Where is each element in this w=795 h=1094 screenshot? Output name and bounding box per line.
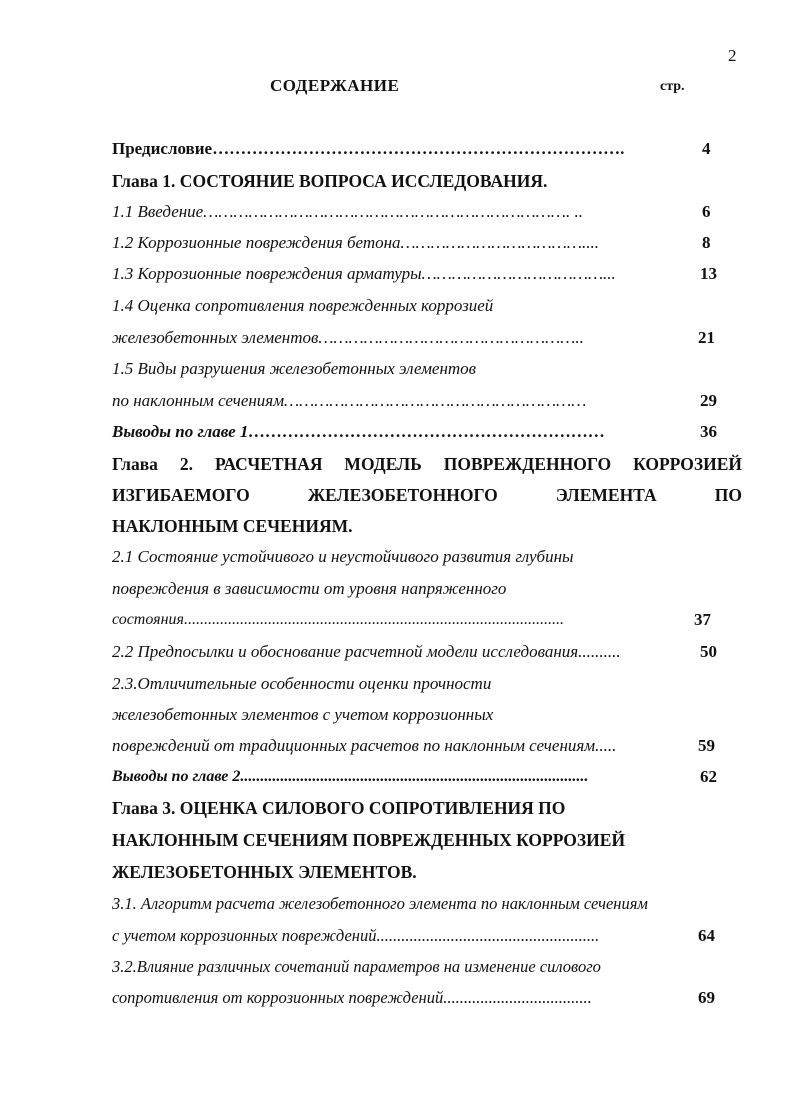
toc-entry-1-5-line1: 1.5 Виды разрушения железобетонных элементов <box>112 359 477 378</box>
page-column-label: стр. <box>660 79 685 94</box>
page-number: 2 <box>728 46 737 65</box>
toc-entry-2-1-line2: повреждения в зависимости от уровня напряженного <box>112 579 507 598</box>
toc-page-1-1: 6 <box>702 202 711 221</box>
toc-entry-preface: Предисловие………………………………………………………………. <box>112 139 625 158</box>
ch2-word: ЖЕЛЕЗОБЕТОННОГО <box>307 485 498 505</box>
ch2-word: Глава <box>112 454 158 474</box>
toc-page-conclusions-1: 36 <box>700 422 717 441</box>
toc-entry-2-1-line3: состояния............................................................................................... <box>112 611 564 628</box>
toc-entry-1-4-line1: 1.4 Оценка сопротивления поврежденных коррозией <box>112 296 494 315</box>
toc-entry-1-5-line2: по наклонным сечениям…………………………………………………… <box>112 391 587 410</box>
toc-entry-3-1-line1: 3.1. Алгоритм расчета железобетонного элемента по наклонным сечениям <box>112 894 648 913</box>
toc-page-1-5: 29 <box>700 391 717 410</box>
toc-page-conclusions-2: 62 <box>700 767 717 786</box>
toc-entry-1-1: 1.1 Введение………………………………………………………………. .. <box>112 202 583 221</box>
toc-entry-1-4-line2: железобетонных элементов…………………………………………….. <box>112 328 584 347</box>
toc-page-2-2: 50 <box>700 642 717 661</box>
toc-chapter-2-heading-line1 <box>112 454 742 474</box>
toc-entry-conclusions-2: Выводы по главе 2....................................................................................... <box>112 768 589 785</box>
toc-entry-2-3-line3: повреждений от традиционных расчетов по наклонным сечениям..... <box>112 736 617 755</box>
toc-entry-2-1-line1: 2.1 Состояние устойчивого и неустойчивого развития глубины <box>112 547 574 566</box>
toc-page-1-2: 8 <box>702 233 711 252</box>
ch2-word: ПОВРЕЖДЕННОГО <box>443 454 612 474</box>
toc-entry-conclusions-1: Выводы по главе 1……………………………………………………… <box>112 422 606 441</box>
toc-entry-3-2-line2: сопротивления от коррозионных повреждений.................................... <box>112 988 592 1007</box>
toc-chapter-3-heading-line3: ЖЕЛЕЗОБЕТОННЫХ ЭЛЕМЕНТОВ. <box>112 862 417 882</box>
toc-entry-3-1-line2: с учетом коррозионных повреждений...................................................... <box>112 926 600 945</box>
page-title: СОДЕРЖАНИЕ <box>270 76 400 95</box>
ch2-word: 2. <box>179 454 194 474</box>
ch2-word: ЭЛЕМЕНТА <box>555 485 657 505</box>
toc-entry-1-2: 1.2 Коррозионные повреждения бетона……………………………….... <box>112 233 599 252</box>
toc-page-1-3: 13 <box>700 264 717 283</box>
toc-page-3-2: 69 <box>698 988 715 1007</box>
toc-chapter-3-heading-line1: Глава 3. ОЦЕНКА СИЛОВОГО СОПРОТИВЛЕНИЯ ПО <box>112 798 566 818</box>
toc-page-2-3: 59 <box>698 736 715 755</box>
toc-entry-2-2: 2.2 Предпосылки и обоснование расчетной модели исследования.......... <box>112 642 621 661</box>
ch2-word: МОДЕЛЬ <box>344 454 422 474</box>
ch2-word: ИЗГИБАЕМОГО <box>112 485 250 505</box>
toc-entry-2-3-line2: железобетонных элементов с учетом коррозионных <box>112 705 494 724</box>
toc-entry-1-3: 1.3 Коррозионные повреждения арматуры………………………………... <box>112 264 616 283</box>
ch2-word: КОРРОЗИЕЙ <box>633 454 742 474</box>
ch2-word: РАСЧЕТНАЯ <box>214 454 323 474</box>
toc-chapter-3-heading-line2: НАКЛОННЫМ СЕЧЕНИЯМ ПОВРЕЖДЕННЫХ КОРРОЗИЕЙ <box>112 830 626 850</box>
toc-entry-3-2-line1: 3.2.Влияние различных сочетаний параметров на изменение силового <box>112 957 601 976</box>
toc-page-3-1: 64 <box>698 926 715 945</box>
toc-chapter-2-heading-line3: НАКЛОННЫМ СЕЧЕНИЯМ. <box>112 516 353 536</box>
toc-page-preface: 4 <box>702 139 711 158</box>
ch2-word: ПО <box>714 485 742 505</box>
toc-page-2-1: 37 <box>694 610 711 629</box>
toc-chapter-1-heading: Глава 1. СОСТОЯНИЕ ВОПРОСА ИССЛЕДОВАНИЯ. <box>112 171 548 191</box>
toc-page-1-4: 21 <box>698 328 715 347</box>
toc-chapter-2-heading-line2 <box>112 485 742 505</box>
toc-entry-2-3-line1: 2.3.Отличительные особенности оценки прочности <box>112 674 492 693</box>
